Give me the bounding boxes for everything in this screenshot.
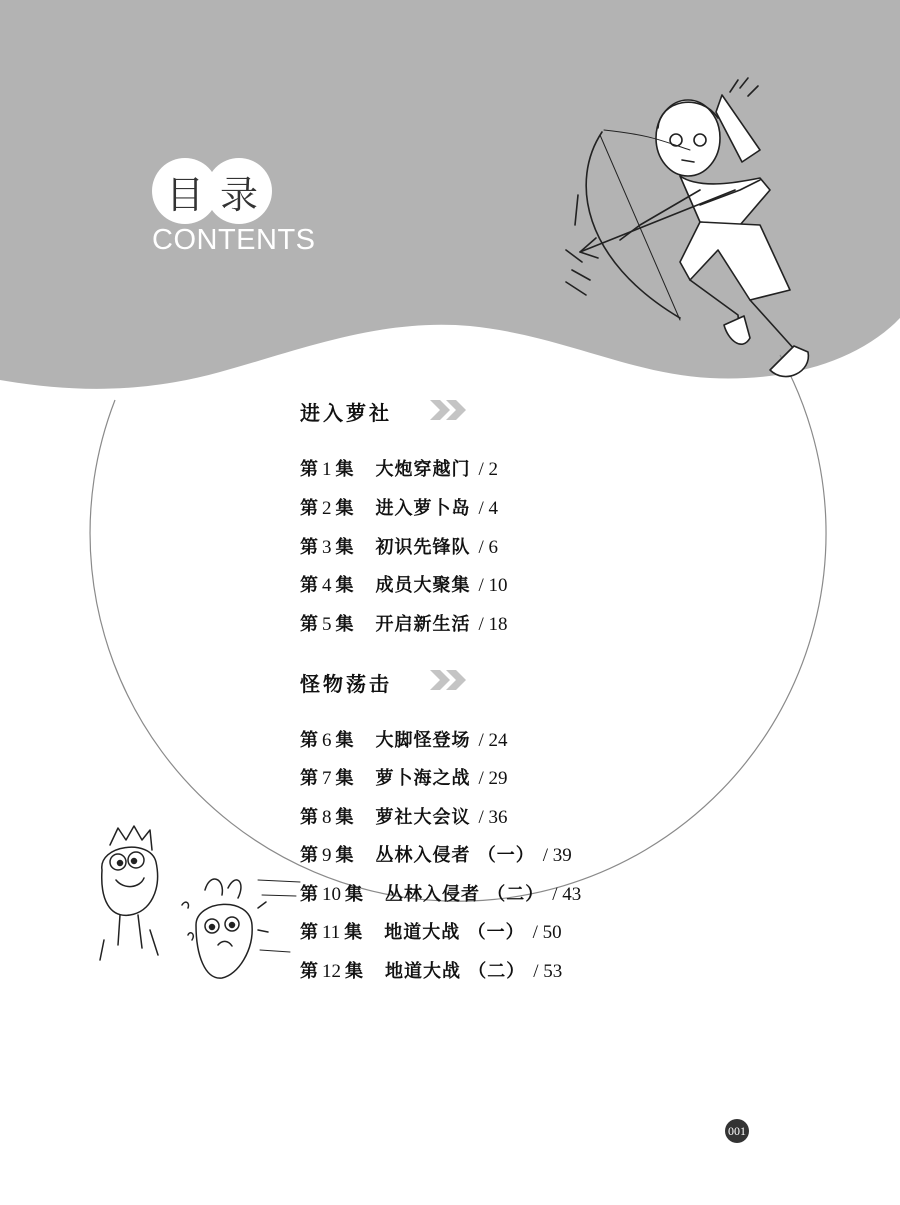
toc-entry[interactable]: 第 7 集 萝卜海之战 / 29 xyxy=(300,768,508,789)
toc-entry[interactable]: 第 6 集 大脚怪登场 / 24 xyxy=(300,730,508,751)
toc-entry[interactable]: 第 8 集 萝社大会议 / 36 xyxy=(300,807,508,828)
page-number: 001 xyxy=(725,1119,749,1143)
carrot-character-right xyxy=(182,879,300,978)
title-char-lu: 录 xyxy=(206,158,272,224)
double-chevron-icon xyxy=(428,668,472,692)
title-char-mu: 目 xyxy=(152,158,218,224)
toc-entry[interactable]: 第 4 集 成员大聚集 / 10 xyxy=(300,575,508,596)
toc-entry[interactable]: 第 2 集 进入萝卜岛 / 4 xyxy=(300,498,499,519)
toc-entry[interactable]: 第 10 集 丛林入侵者 （二） / 43 xyxy=(300,884,582,905)
toc-entry[interactable]: 第 3 集 初识先锋队 / 6 xyxy=(300,537,499,558)
title-contents: CONTENTS xyxy=(152,224,316,256)
carrot-character-left xyxy=(100,826,158,960)
section-title-1: 进入萝社 xyxy=(300,401,392,425)
double-chevron-icon xyxy=(428,398,472,422)
toc-entry[interactable]: 第 11 集 地道大战 （一） / 50 xyxy=(300,922,562,943)
toc-entry[interactable]: 第 1 集 大炮穿越门 / 2 xyxy=(300,459,499,480)
section-title-2: 怪物荡击 xyxy=(300,672,392,696)
toc-entry[interactable]: 第 12 集 地道大战 （二） / 53 xyxy=(300,961,563,982)
toc-entry[interactable]: 第 5 集 开启新生活 / 18 xyxy=(300,614,508,635)
toc-entry[interactable]: 第 9 集 丛林入侵者 （一） / 39 xyxy=(300,845,572,866)
